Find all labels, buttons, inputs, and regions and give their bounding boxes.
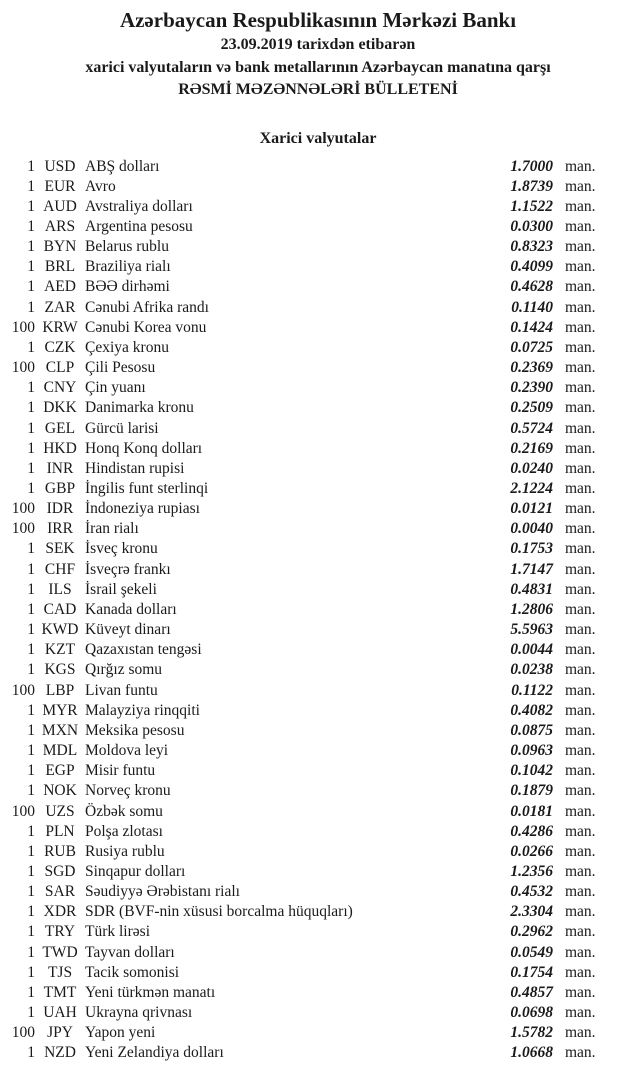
rate-value: 2.3304	[510, 903, 553, 921]
currency-name: Norveç kronu	[85, 782, 171, 800]
quantity: 100	[11, 520, 35, 538]
rate-value: 0.2369	[510, 359, 553, 377]
rate-value: 0.0725	[510, 338, 553, 356]
rate-row	[0, 439, 620, 459]
currency-code: SGD	[44, 862, 76, 880]
rate-value: 1.7147	[510, 560, 553, 578]
rate-row	[0, 298, 620, 318]
currency-name: Yeni türkmən manatı	[85, 983, 216, 1001]
quantity: 1	[27, 379, 35, 397]
unit-label: man.	[565, 862, 596, 880]
currency-name: İsrail şekeli	[85, 580, 157, 598]
rate-value: 0.0044	[510, 641, 553, 659]
unit-label: man.	[565, 439, 596, 457]
currency-name: Ukrayna qrivnası	[85, 1004, 193, 1022]
rate-row	[0, 398, 620, 418]
rate-row	[0, 560, 620, 580]
quantity: 1	[27, 883, 35, 901]
quantity: 1	[27, 943, 35, 961]
quantity: 1	[27, 298, 35, 316]
rate-row	[0, 902, 620, 922]
currency-name: Honq Konq dolları	[85, 439, 203, 457]
currency-name: Qazaxıstan tengəsi	[85, 641, 202, 659]
rate-row	[0, 479, 620, 499]
rate-row	[0, 237, 620, 257]
quantity: 1	[27, 217, 35, 235]
unit-label: man.	[565, 923, 596, 941]
quantity: 1	[27, 600, 35, 618]
quantity: 1	[27, 721, 35, 739]
rate-value: 0.4628	[510, 278, 553, 296]
rate-value: 0.2509	[510, 399, 553, 417]
currency-name: Çexiya kronu	[85, 338, 169, 356]
unit-label: man.	[565, 359, 596, 377]
unit-label: man.	[565, 883, 596, 901]
unit-label: man.	[565, 903, 596, 921]
rate-value: 1.5782	[510, 1024, 553, 1042]
unit-label: man.	[565, 217, 596, 235]
currency-name: Belarus rublu	[85, 238, 169, 256]
currency-name: Tayvan dolları	[85, 943, 175, 961]
currency-code: CNY	[43, 379, 77, 397]
currency-name: Qırğız somu	[85, 661, 163, 679]
unit-label: man.	[565, 721, 596, 739]
unit-label: man.	[565, 983, 596, 1001]
currency-name: Rusiya rublu	[85, 842, 165, 860]
rate-value: 0.1424	[510, 318, 553, 336]
unit-label: man.	[565, 278, 596, 296]
quantity: 1	[27, 621, 35, 639]
quantity: 1	[27, 540, 35, 558]
currency-code: NZD	[44, 1044, 76, 1062]
rate-row	[0, 862, 620, 882]
rate-value: 0.2390	[510, 379, 553, 397]
quantity: 1	[27, 157, 35, 175]
rate-value: 0.4857	[510, 983, 553, 1001]
unit-label: man.	[565, 681, 596, 699]
rate-value: 0.2962	[510, 923, 553, 941]
bulletin-header	[0, 0, 620, 102]
currency-name: Çin yuanı	[85, 379, 146, 397]
rate-value: 0.4099	[510, 258, 553, 276]
currency-code: KGS	[44, 661, 76, 679]
currency-name: İngilis funt sterlinqi	[85, 480, 209, 497]
rate-value: 0.0963	[510, 742, 553, 760]
currency-name: Türk lirəsi	[85, 923, 150, 941]
currency-code: KRW	[42, 318, 78, 336]
currency-name: Braziliya rialı	[85, 258, 171, 276]
currency-code: GEL	[44, 419, 76, 437]
rate-value: 1.2356	[510, 862, 553, 880]
quantity: 1	[27, 641, 35, 659]
effective-date-line: 23.09.2019 tarixdən etibarən	[220, 36, 416, 53]
rate-row	[0, 983, 620, 1003]
currency-code: AED	[44, 278, 76, 296]
currency-name: İran rialı	[85, 520, 139, 538]
currency-name: İsveç kronu	[85, 540, 158, 558]
rate-row	[0, 318, 620, 338]
rate-row	[0, 499, 620, 519]
rate-value: 1.8739	[510, 177, 553, 195]
currency-code: NOK	[43, 782, 77, 800]
unit-label: man.	[565, 580, 596, 598]
rate-row	[0, 1003, 620, 1023]
unit-label: man.	[565, 258, 596, 276]
currency-name: Çili Pesosu	[85, 359, 156, 377]
currency-code: BRL	[44, 258, 76, 276]
currency-name: Argentina pesosu	[85, 217, 193, 235]
unit-label: man.	[565, 641, 596, 659]
currency-name: Hindistan rupisi	[85, 459, 185, 477]
rate-row	[0, 257, 620, 277]
currency-name: İndoneziya rupiası	[85, 500, 200, 518]
unit-label: man.	[565, 822, 596, 840]
currency-name: Malayziya rinqqiti	[85, 701, 200, 719]
unit-label: man.	[565, 157, 596, 175]
currency-code: CHF	[44, 560, 76, 578]
currency-name: Livan funtu	[85, 681, 158, 699]
rate-value: 0.1122	[511, 681, 553, 699]
currency-code: MXN	[41, 721, 79, 739]
unit-label: man.	[565, 480, 596, 497]
currency-code: MYR	[42, 701, 78, 719]
currency-name: İsveçrə frankı	[85, 560, 171, 578]
subject-line: xarici valyutaların və bank metallarının Azərbaycan manatına qarşı	[85, 58, 551, 76]
quantity: 1	[27, 983, 35, 1001]
currency-code: HKD	[43, 439, 77, 457]
currency-code: IRR	[47, 520, 73, 538]
currency-code: BYN	[43, 238, 77, 256]
unit-label: man.	[565, 520, 596, 538]
rate-row	[0, 943, 620, 963]
currency-name: SDR (BVF-nin xüsusi borcalma hüquqları)	[85, 903, 353, 921]
currency-name: ABŞ dolları	[85, 157, 160, 175]
currency-code: KWD	[41, 621, 79, 639]
unit-label: man.	[565, 419, 596, 437]
rate-value: 0.1140	[511, 298, 553, 316]
currency-code: GBP	[44, 480, 76, 497]
quantity: 1	[27, 762, 35, 780]
rate-row	[0, 277, 620, 297]
currency-name: Sinqapur dolları	[85, 862, 186, 880]
quantity: 1	[27, 963, 35, 981]
rate-value: 0.4286	[510, 822, 553, 840]
rate-value: 0.4082	[510, 701, 553, 719]
unit-label: man.	[565, 298, 596, 316]
currency-code: USD	[44, 157, 76, 175]
unit-label: man.	[565, 197, 596, 215]
rate-row	[0, 539, 620, 559]
rate-row	[0, 882, 620, 902]
quantity: 100	[11, 500, 35, 518]
currency-code: XDR	[43, 903, 77, 921]
quantity: 1	[27, 238, 35, 256]
currency-code: INR	[46, 459, 74, 477]
rate-value: 0.0875	[510, 721, 553, 739]
currency-code: SAR	[44, 883, 76, 901]
rate-row	[0, 761, 620, 781]
rate-value: 0.1753	[510, 540, 553, 558]
unit-label: man.	[565, 459, 596, 477]
currency-name: Tacik somonisi	[85, 963, 180, 981]
unit-label: man.	[565, 1004, 596, 1022]
currency-code: RUB	[44, 842, 76, 860]
rate-value: 0.1879	[510, 782, 553, 800]
currency-code: PLN	[45, 822, 75, 840]
quantity: 100	[11, 359, 35, 377]
quantity: 100	[11, 1024, 35, 1042]
currency-name: Gürcü larisi	[85, 419, 159, 437]
currency-name: Cənubi Afrika randı	[85, 298, 209, 316]
rate-row	[0, 419, 620, 439]
currency-name: Küveyt dinarı	[85, 621, 171, 639]
currency-name: Cənubi Korea vonu	[85, 318, 207, 336]
currency-name: Polşa zlotası	[85, 822, 163, 840]
currency-code: TJS	[47, 963, 73, 981]
bulletin-title: RƏSMİ MƏZƏNNƏLƏRİ BÜLLETENİ	[178, 81, 458, 98]
unit-label: man.	[565, 742, 596, 760]
rate-value: 0.4831	[510, 580, 553, 598]
unit-label: man.	[565, 782, 596, 800]
rate-value: 0.0040	[510, 520, 553, 538]
unit-label: man.	[565, 399, 596, 417]
unit-label: man.	[565, 1044, 596, 1062]
unit-label: man.	[565, 560, 596, 578]
rate-row	[0, 157, 620, 177]
quantity: 1	[27, 782, 35, 800]
quantity: 1	[27, 439, 35, 457]
quantity: 1	[27, 399, 35, 417]
rate-row	[0, 640, 620, 660]
rate-row	[0, 338, 620, 358]
rate-value: 1.1522	[510, 197, 553, 215]
bank-name-title: Azərbaycan Respublikasının Mərkəzi Bankı	[119, 8, 517, 32]
currency-code: KZT	[44, 641, 76, 659]
rates-table	[0, 157, 620, 1064]
rate-value: 1.7000	[510, 157, 553, 175]
quantity: 1	[27, 459, 35, 477]
quantity: 1	[27, 742, 35, 760]
quantity: 1	[27, 661, 35, 679]
unit-label: man.	[565, 1024, 596, 1042]
rate-value: 0.4532	[510, 883, 553, 901]
currency-code: AUD	[43, 197, 77, 215]
unit-label: man.	[565, 600, 596, 618]
rate-value: 0.0266	[510, 842, 553, 860]
rate-value: 0.1042	[510, 762, 553, 780]
currency-code: UZS	[45, 802, 75, 820]
quantity: 1	[27, 903, 35, 921]
quantity: 100	[11, 802, 35, 820]
unit-label: man.	[565, 338, 596, 356]
rate-row	[0, 721, 620, 741]
quantity: 100	[11, 318, 35, 336]
rate-row	[0, 197, 620, 217]
rate-row	[0, 358, 620, 378]
unit-label: man.	[565, 540, 596, 558]
currency-name: Moldova leyi	[85, 742, 169, 760]
rate-row	[0, 378, 620, 398]
unit-label: man.	[565, 621, 596, 639]
currency-code: TRY	[44, 923, 76, 941]
currency-code: TWD	[42, 943, 78, 961]
currency-name: Misir funtu	[85, 762, 156, 780]
quantity: 1	[27, 258, 35, 276]
rate-row	[0, 922, 620, 942]
quantity: 1	[27, 560, 35, 578]
currency-code: EUR	[44, 177, 76, 195]
currency-code: TMT	[43, 983, 77, 1001]
currency-name: Yeni Zelandiya dolları	[85, 1044, 224, 1062]
rate-row	[0, 580, 620, 600]
quantity: 1	[27, 822, 35, 840]
rate-row	[0, 600, 620, 620]
rate-row	[0, 963, 620, 983]
quantity: 1	[27, 923, 35, 941]
currency-name: Kanada dolları	[85, 600, 177, 618]
currency-name: Meksika pesosu	[85, 721, 185, 739]
quantity: 1	[27, 197, 35, 215]
rate-value: 5.5963	[510, 621, 553, 639]
currency-name: Avstraliya dolları	[85, 197, 193, 215]
section-title-foreign-currencies: Xarici valyutalar	[259, 129, 377, 147]
rate-row	[0, 701, 620, 721]
currency-code: CAD	[43, 600, 77, 618]
quantity: 1	[27, 419, 35, 437]
currency-code: ARS	[44, 217, 76, 235]
rate-row	[0, 620, 620, 640]
quantity: 1	[27, 580, 35, 598]
rate-value: 0.0240	[510, 459, 553, 477]
rate-row	[0, 1023, 620, 1043]
rate-row	[0, 519, 620, 539]
quantity: 1	[27, 1044, 35, 1062]
unit-label: man.	[565, 963, 596, 981]
rate-value: 0.8323	[510, 238, 553, 256]
rate-row	[0, 781, 620, 801]
quantity: 1	[27, 701, 35, 719]
rate-row	[0, 802, 620, 822]
rate-row	[0, 842, 620, 862]
rate-value: 0.0121	[510, 500, 553, 518]
rate-value: 0.5724	[510, 419, 553, 437]
quantity: 100	[11, 681, 35, 699]
rate-value: 0.0300	[510, 217, 553, 235]
currency-name: Özbək somu	[85, 802, 163, 820]
rate-row	[0, 177, 620, 197]
quantity: 1	[27, 862, 35, 880]
quantity: 1	[27, 480, 35, 497]
unit-label: man.	[565, 762, 596, 780]
unit-label: man.	[565, 701, 596, 719]
rate-value: 0.2169	[510, 439, 553, 457]
currency-code: CZK	[44, 338, 76, 356]
rate-value: 2.1224	[510, 480, 553, 497]
currency-code: IDR	[46, 500, 74, 518]
rate-row	[0, 681, 620, 701]
rate-value: 0.0698	[510, 1004, 553, 1022]
currency-name: Danimarka kronu	[85, 399, 194, 417]
currency-code: JPY	[47, 1024, 73, 1042]
rate-value: 0.1754	[510, 963, 553, 981]
unit-label: man.	[565, 943, 596, 961]
unit-label: man.	[565, 500, 596, 518]
currency-code: DKK	[43, 399, 77, 417]
rate-value: 1.2806	[510, 600, 553, 618]
rate-row	[0, 660, 620, 680]
quantity: 1	[27, 842, 35, 860]
currency-name: BƏƏ dirhəmi	[85, 278, 170, 296]
currency-code: MDL	[42, 742, 78, 760]
currency-code: ZAR	[44, 298, 76, 316]
currency-code: LBP	[45, 681, 75, 699]
unit-label: man.	[565, 661, 596, 679]
currency-name: Avro	[85, 177, 116, 195]
rate-row	[0, 822, 620, 842]
unit-label: man.	[565, 318, 596, 336]
unit-label: man.	[565, 238, 596, 256]
unit-label: man.	[565, 379, 596, 397]
quantity: 1	[27, 177, 35, 195]
quantity: 1	[27, 338, 35, 356]
rate-value: 0.0549	[510, 943, 553, 961]
unit-label: man.	[565, 842, 596, 860]
currency-code: ILS	[48, 580, 72, 598]
rate-value: 0.0238	[510, 661, 553, 679]
currency-name: Səudiyyə Ərəbistanı rialı	[85, 883, 240, 901]
rate-value: 0.0181	[510, 802, 553, 820]
rate-row	[0, 1043, 620, 1063]
rate-row	[0, 217, 620, 237]
currency-code: UAH	[43, 1004, 77, 1022]
rate-row	[0, 741, 620, 761]
currency-name: Yapon yeni	[85, 1024, 156, 1042]
rate-value: 1.0668	[510, 1044, 553, 1062]
currency-code: EGP	[45, 762, 75, 780]
currency-code: SEK	[45, 540, 75, 558]
unit-label: man.	[565, 802, 596, 820]
currency-code: CLP	[45, 359, 75, 377]
quantity: 1	[27, 1004, 35, 1022]
quantity: 1	[27, 278, 35, 296]
unit-label: man.	[565, 177, 596, 195]
rate-row	[0, 459, 620, 479]
